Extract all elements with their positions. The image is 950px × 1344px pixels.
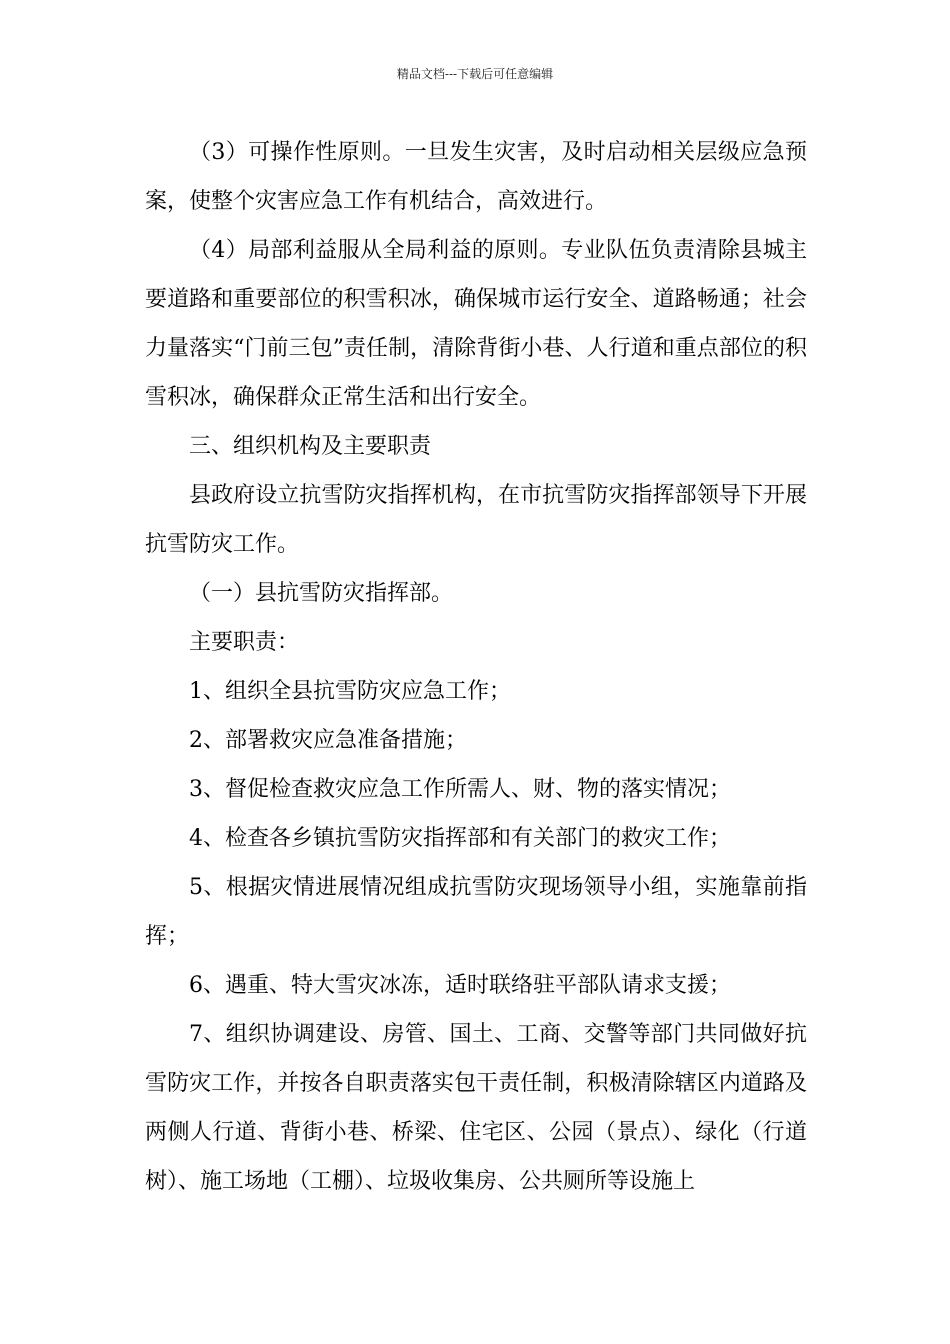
subsection-heading-county-hq: （一）县抗雪防灾指挥部。: [189, 581, 454, 606]
duty-item-7: 7、组织协调建设、房管、国土、工商、交警等部门共同做好抗雪防灾工作，并按各自职责落实包干责任制，积极清除辖区内道路及两侧人行道、背街小巷、桥梁、住宅区、公园（景点）、绿化（行道树）、施工场地（工棚）、垃圾收集房、公共厕所等设施上: [145, 1022, 807, 1194]
duty-item-2: 2、部署救灾应急准备措施；: [189, 728, 467, 753]
duties-label: 主要职责：: [189, 630, 300, 655]
duty-item-5: 5、根据灾情进展情况组成抗雪防灾现场领导小组，实施靠前指挥；: [145, 875, 807, 949]
duty-item-1: 1、组织全县抗雪防灾应急工作；: [189, 679, 511, 704]
paragraph-organization-intro: 县政府设立抗雪防灾指挥机构，在市抗雪防灾指挥部领导下开展抗雪防灾工作。: [145, 483, 807, 557]
page-header: 精品文档---下载后可任意编辑: [396, 67, 554, 81]
document-body: [145, 128, 807, 1206]
duty-item-6: 6、遇重、特大雪灾冰冻，适时联络驻平部队请求支援；: [189, 973, 731, 998]
duty-item-3: 3、督促检查救灾应急工作所需人、财、物的落实情况；: [189, 777, 731, 802]
section-heading-organization: 三、组织机构及主要职责: [189, 434, 432, 459]
duty-item-4: 4、检查各乡镇抗雪防灾指挥部和有关部门的救灾工作；: [189, 826, 731, 851]
paragraph-principle-3: （3）可操作性原则。一旦发生灾害，及时启动相关层级应急预案，使整个灾害应急工作有机结合，高效进行。: [145, 140, 807, 214]
paragraph-principle-4: （4）局部利益服从全局利益的原则。专业队伍负责清除县城主要道路和重要部位的积雪积冰，确保城市运行安全、道路畅通；社会力量落实“门前三包”责任制，清除背街小巷、人行道和重点部位的积雪积冰，确保群众正常生活和出行安全。: [145, 238, 807, 410]
